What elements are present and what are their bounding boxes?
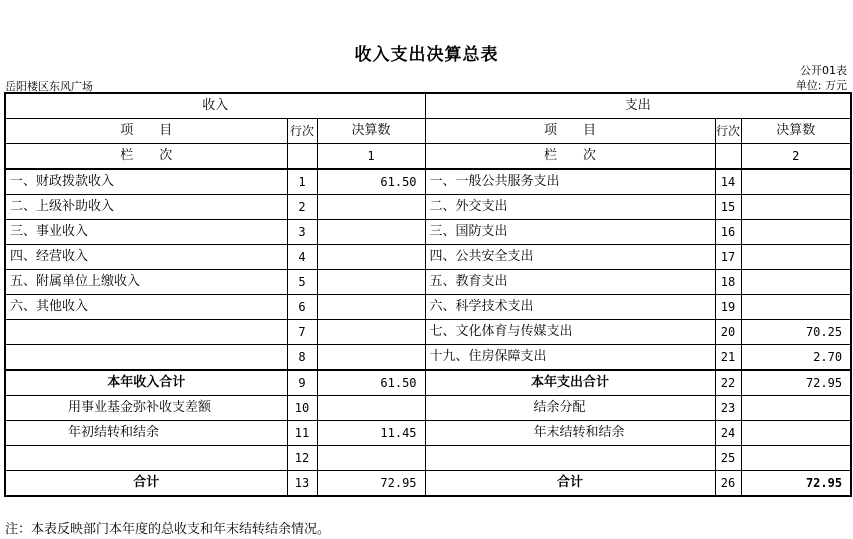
- carry-out-amount: [741, 421, 851, 446]
- line-number: 21: [715, 345, 741, 371]
- income-amount: [317, 220, 425, 245]
- line-number: 23: [715, 396, 741, 421]
- table-row: [5, 169, 851, 195]
- income-item: [5, 345, 287, 371]
- line-number: 15: [715, 195, 741, 220]
- expense-section-heading: 支出: [425, 93, 851, 119]
- form-number: 公开01表: [800, 64, 847, 77]
- expense-item: 三、国防支出: [425, 220, 715, 245]
- expense-item: 二、外交支出: [425, 195, 715, 220]
- fund-cover-amount: [317, 396, 425, 421]
- income-item: 五、附属单位上缴收入: [5, 270, 287, 295]
- expense-item: 六、科学技术支出: [425, 295, 715, 320]
- table-row: [5, 421, 851, 446]
- line-number: 2: [287, 195, 317, 220]
- line-number: 4: [287, 245, 317, 270]
- line-number: 22: [715, 370, 741, 396]
- income-amount: [317, 295, 425, 320]
- table-column-header: [5, 119, 851, 144]
- income-item: 三、事业收入: [5, 220, 287, 245]
- expense-amount: 70.25: [741, 320, 851, 345]
- line-number: 18: [715, 270, 741, 295]
- line-number: 12: [287, 446, 317, 471]
- income-amount: [317, 195, 425, 220]
- income-item: 一、财政拨款收入: [5, 169, 287, 195]
- income-amount: 61.50: [317, 169, 425, 195]
- expense-amount: [741, 270, 851, 295]
- column-header-line: 行次: [715, 119, 741, 144]
- income-expense-table: [4, 92, 852, 497]
- table-row: [5, 446, 851, 471]
- line-number: 24: [715, 421, 741, 446]
- expense-item: 五、教育支出: [425, 270, 715, 295]
- table-row: [5, 220, 851, 245]
- table-section-header: [5, 93, 851, 119]
- column-label: 栏 次: [5, 144, 287, 170]
- line-number: 16: [715, 220, 741, 245]
- expense-amount: [741, 195, 851, 220]
- income-item: 四、经营收入: [5, 245, 287, 270]
- column-header-item: 项 目: [5, 119, 287, 144]
- income-amount: [317, 245, 425, 270]
- line-number: 10: [287, 396, 317, 421]
- income-amount: [317, 320, 425, 345]
- expense-item: 十九、住房保障支出: [425, 345, 715, 371]
- year-income-total-label: 本年收入合计: [5, 370, 287, 396]
- line-number: 19: [715, 295, 741, 320]
- table-row: [5, 396, 851, 421]
- table-row-year-total: [5, 370, 851, 396]
- table-row: [5, 195, 851, 220]
- income-section-heading: 收入: [5, 93, 425, 119]
- grand-income-total-label: 合计: [5, 471, 287, 497]
- grand-expense-total-amount: 72.95: [741, 471, 851, 497]
- carry-out-label: 年末结转和结余: [425, 421, 715, 446]
- line-number: 25: [715, 446, 741, 471]
- carry-in-amount: 11.45: [317, 421, 425, 446]
- expense-amount: [741, 245, 851, 270]
- year-expense-total-amount: 72.95: [741, 370, 851, 396]
- table-row: [5, 345, 851, 371]
- year-income-total-amount: 61.50: [317, 370, 425, 396]
- organization-name: 岳阳楼区东风广场: [5, 80, 93, 93]
- income-item: 六、其他收入: [5, 295, 287, 320]
- line-number: 17: [715, 245, 741, 270]
- footnote: 注：本表反映部门本年度的总收支和年末结转结余情况。: [5, 522, 331, 537]
- table-row-grand-total: [5, 471, 851, 497]
- expense-amount: [741, 220, 851, 245]
- year-expense-total-label: 本年支出合计: [425, 370, 715, 396]
- line-number: 3: [287, 220, 317, 245]
- column-header-amount: 决算数: [317, 119, 425, 144]
- line-number: 13: [287, 471, 317, 497]
- income-item: [5, 320, 287, 345]
- line-number: 14: [715, 169, 741, 195]
- income-amount: [317, 345, 425, 371]
- table-row: [5, 295, 851, 320]
- fund-cover-label: 用事业基金弥补收支差额: [5, 396, 287, 421]
- expense-item: 七、文化体育与传媒支出: [425, 320, 715, 345]
- income-amount: [317, 270, 425, 295]
- grand-income-total-amount: 72.95: [317, 471, 425, 497]
- carry-in-label: 年初结转和结余: [5, 421, 287, 446]
- line-number: 7: [287, 320, 317, 345]
- unit-label: 单位: 万元: [795, 79, 847, 92]
- line-number: 20: [715, 320, 741, 345]
- expense-amount: 2.70: [741, 345, 851, 371]
- column-label: 栏 次: [425, 144, 715, 170]
- income-column-number: 1: [317, 144, 425, 170]
- page-title: 收入支出决算总表: [354, 45, 499, 65]
- column-header-line: 行次: [287, 119, 317, 144]
- table-row: [5, 270, 851, 295]
- line-number: 1: [287, 169, 317, 195]
- column-header-amount: 决算数: [741, 119, 851, 144]
- line-number: 8: [287, 345, 317, 371]
- line-number: 26: [715, 471, 741, 497]
- table-row: [5, 245, 851, 270]
- surplus-distribution-amount: [741, 396, 851, 421]
- table-column-number-row: [5, 144, 851, 170]
- line-number: 6: [287, 295, 317, 320]
- line-number: 9: [287, 370, 317, 396]
- surplus-distribution-label: 结余分配: [425, 396, 715, 421]
- expense-column-number: 2: [741, 144, 851, 170]
- line-number: 11: [287, 421, 317, 446]
- expense-item: 一、一般公共服务支出: [425, 169, 715, 195]
- column-header-item: 项 目: [425, 119, 715, 144]
- expense-amount: [741, 169, 851, 195]
- grand-expense-total-label: 合计: [425, 471, 715, 497]
- income-item: 二、上级补助收入: [5, 195, 287, 220]
- line-number: 5: [287, 270, 317, 295]
- expense-item: 四、公共安全支出: [425, 245, 715, 270]
- expense-amount: [741, 295, 851, 320]
- table-row: [5, 320, 851, 345]
